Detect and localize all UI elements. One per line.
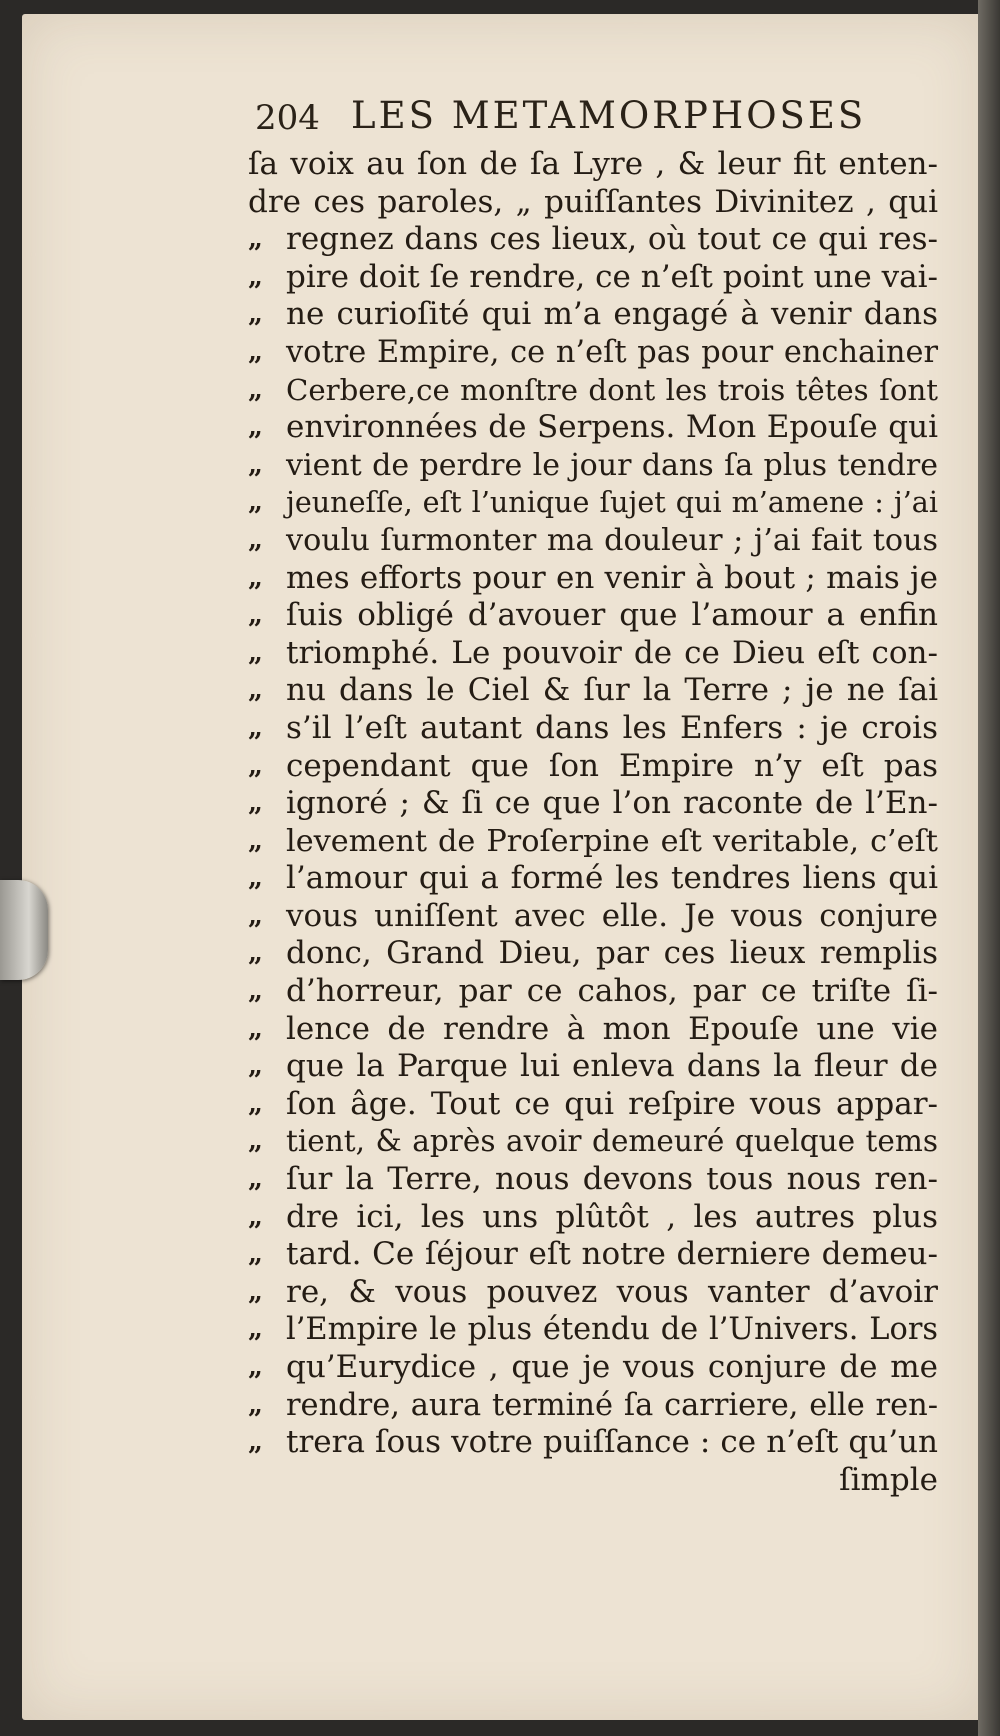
line-text: pire doit ſe rendre, ce n’eſt point une vai- (286, 258, 938, 295)
quotation-mark: „ (248, 1201, 263, 1232)
quotation-mark: „ (248, 562, 263, 593)
text-line (248, 484, 938, 522)
text-line (248, 748, 938, 786)
quotation-mark: „ (248, 487, 263, 518)
quotation-mark: „ (248, 1427, 263, 1458)
quotation-mark: „ (248, 825, 263, 856)
text-line (248, 1387, 938, 1425)
line-text: regnez dans ces lieux, où tout ce qui res- (286, 221, 938, 258)
line-text: qu’Eurydice , que je vous conjure de me (286, 1349, 938, 1385)
text-line (248, 560, 938, 598)
text-line (248, 1236, 938, 1274)
text-line (248, 973, 938, 1011)
line-text: ſa voix au ſon de ſa Lyre , & leur fit enten- (248, 146, 938, 182)
line-text: l’Empire le plus étendu de l’Univers. Lors (286, 1312, 938, 1348)
quotation-mark: „ (248, 1126, 263, 1157)
text-line (248, 898, 938, 936)
line-text: dre ici, les uns plûtôt , les autres plus (286, 1198, 938, 1235)
line-text: ne curioſité qui m’a engagé à venir dans (286, 296, 938, 333)
quotation-mark: „ (248, 637, 263, 668)
text-line (248, 1123, 938, 1161)
quotation-mark: „ (248, 524, 263, 555)
quotation-mark: „ (248, 224, 263, 255)
line-text: l’amour qui a formé les tendres liens qui (286, 860, 938, 897)
text-line (248, 372, 938, 410)
page-number: 204 (255, 98, 320, 138)
line-text: lence de rendre à mon Epouſe une vie (286, 1010, 938, 1047)
page-clip (0, 880, 48, 980)
line-text: vient de perdre le jour dans ſa plus tendre (286, 447, 938, 483)
quotation-mark: „ (248, 412, 263, 443)
quotation-mark: „ (248, 1276, 263, 1307)
text-line (248, 184, 938, 222)
quotation-mark: „ (248, 1088, 263, 1119)
quotation-mark: „ (248, 299, 263, 330)
text-line (248, 823, 938, 861)
line-text: tard. Ce ſéjour eſt notre derniere demeu- (286, 1236, 938, 1273)
line-text: donc, Grand Dieu, par ces lieux remplis (286, 935, 938, 972)
quotation-mark: „ (248, 900, 263, 931)
text-line (248, 522, 938, 560)
text-line (248, 1311, 938, 1349)
quotation-mark: „ (248, 938, 263, 969)
text-line (248, 146, 938, 184)
quotation-mark: „ (248, 1164, 263, 1195)
quotation-mark: „ (248, 1051, 263, 1082)
line-text: triomphé. Le pouvoir de ce Dieu eſt con- (286, 634, 938, 671)
quotation-mark: „ (248, 1314, 263, 1345)
quotation-mark: „ (248, 712, 263, 743)
line-text: rendre, aura terminé ſa carriere, elle ren- (286, 1387, 938, 1423)
text-line (248, 785, 938, 823)
quotation-mark: „ (248, 675, 263, 706)
quotation-mark: „ (248, 788, 263, 819)
quotation-mark: „ (248, 1352, 263, 1382)
text-line (248, 935, 938, 973)
line-text: levement de Proſerpine eſt veritable, c’eſt (286, 823, 938, 859)
text-line (248, 259, 938, 297)
line-text: d’horreur, par ce cahos, par ce triſte ſi- (286, 973, 938, 1010)
quotation-mark: „ (248, 750, 263, 781)
text-line (248, 1086, 938, 1124)
text-line (248, 409, 938, 447)
line-text: ignoré ; & ſi ce que l’on raconte de l’En- (286, 785, 938, 822)
body-text (248, 146, 938, 1499)
running-head: LES METAMORPHOSES (351, 94, 867, 137)
text-line (248, 672, 938, 710)
line-text: ſuis obligé d’avouer que l’amour a enfin (286, 597, 938, 634)
quotation-mark: „ (248, 976, 263, 1007)
catchword-line (248, 1462, 938, 1500)
text-line (248, 1424, 938, 1462)
line-text: trera ſous votre puiſſance : ce n’eſt qu’un (286, 1424, 938, 1461)
text-line (248, 1011, 938, 1049)
quotation-mark: „ (248, 374, 263, 405)
line-text: vous uniſſent avec elle. Je vous conjure (286, 897, 938, 934)
line-text: cependant que ſon Empire n’y eſt pas (286, 747, 938, 784)
book-gutter (978, 0, 1000, 1736)
text-line (248, 1349, 938, 1387)
quotation-mark: „ (248, 336, 263, 367)
line-text: que la Parque lui enleva dans la fleur de (286, 1048, 938, 1085)
line-text: votre Empire, ce n’eſt pas pour enchainer (286, 334, 938, 370)
line-text: jeuneſſe, eſt l’unique ſujet qui m’amene : j’ai (286, 485, 938, 520)
line-text: environnées de Serpens. Mon Epouſe qui (286, 409, 938, 446)
text-line (248, 296, 938, 334)
catchword: ſimple (839, 1461, 938, 1498)
quotation-mark: „ (248, 863, 263, 894)
line-text: ſon âge. Tout ce qui reſpire vous appar- (286, 1085, 938, 1122)
text-line (248, 635, 938, 673)
text-line (248, 710, 938, 748)
line-text: mes efforts pour en venir à bout ; mais je (286, 559, 938, 596)
line-text: tient, & après avoir demeuré quelque tems (286, 1124, 938, 1159)
text-line (248, 597, 938, 635)
quotation-mark: „ (248, 1013, 263, 1044)
line-text: dre ces paroles, „ puiſſantes Divinitez , qui (248, 183, 938, 220)
text-line (248, 1161, 938, 1199)
quotation-mark: „ (248, 600, 263, 631)
quotation-mark: „ (248, 1389, 263, 1420)
text-line (248, 447, 938, 485)
quotation-mark: „ (248, 449, 263, 480)
page-header (255, 92, 895, 142)
quotation-mark: „ (248, 261, 263, 292)
text-line (248, 221, 938, 259)
text-line (248, 1274, 938, 1312)
quotation-mark: „ (248, 1239, 263, 1270)
line-text: ſur la Terre, nous devons tous nous ren- (286, 1161, 938, 1198)
text-line (248, 1048, 938, 1086)
line-text: voulu ſurmonter ma douleur ; j’ai fait tous (286, 522, 938, 558)
line-text: re, & vous pouvez vous vanter d’avoir (286, 1273, 938, 1310)
text-line (248, 1199, 938, 1237)
text-line (248, 860, 938, 898)
line-text: nu dans le Ciel & ſur la Terre ; je ne ſai (286, 672, 938, 709)
text-line (248, 334, 938, 372)
line-text: s’il l’eſt autant dans les Enfers : je crois (286, 709, 938, 746)
line-text: Cerbere,ce monſtre dont les trois têtes ſont (286, 372, 938, 407)
